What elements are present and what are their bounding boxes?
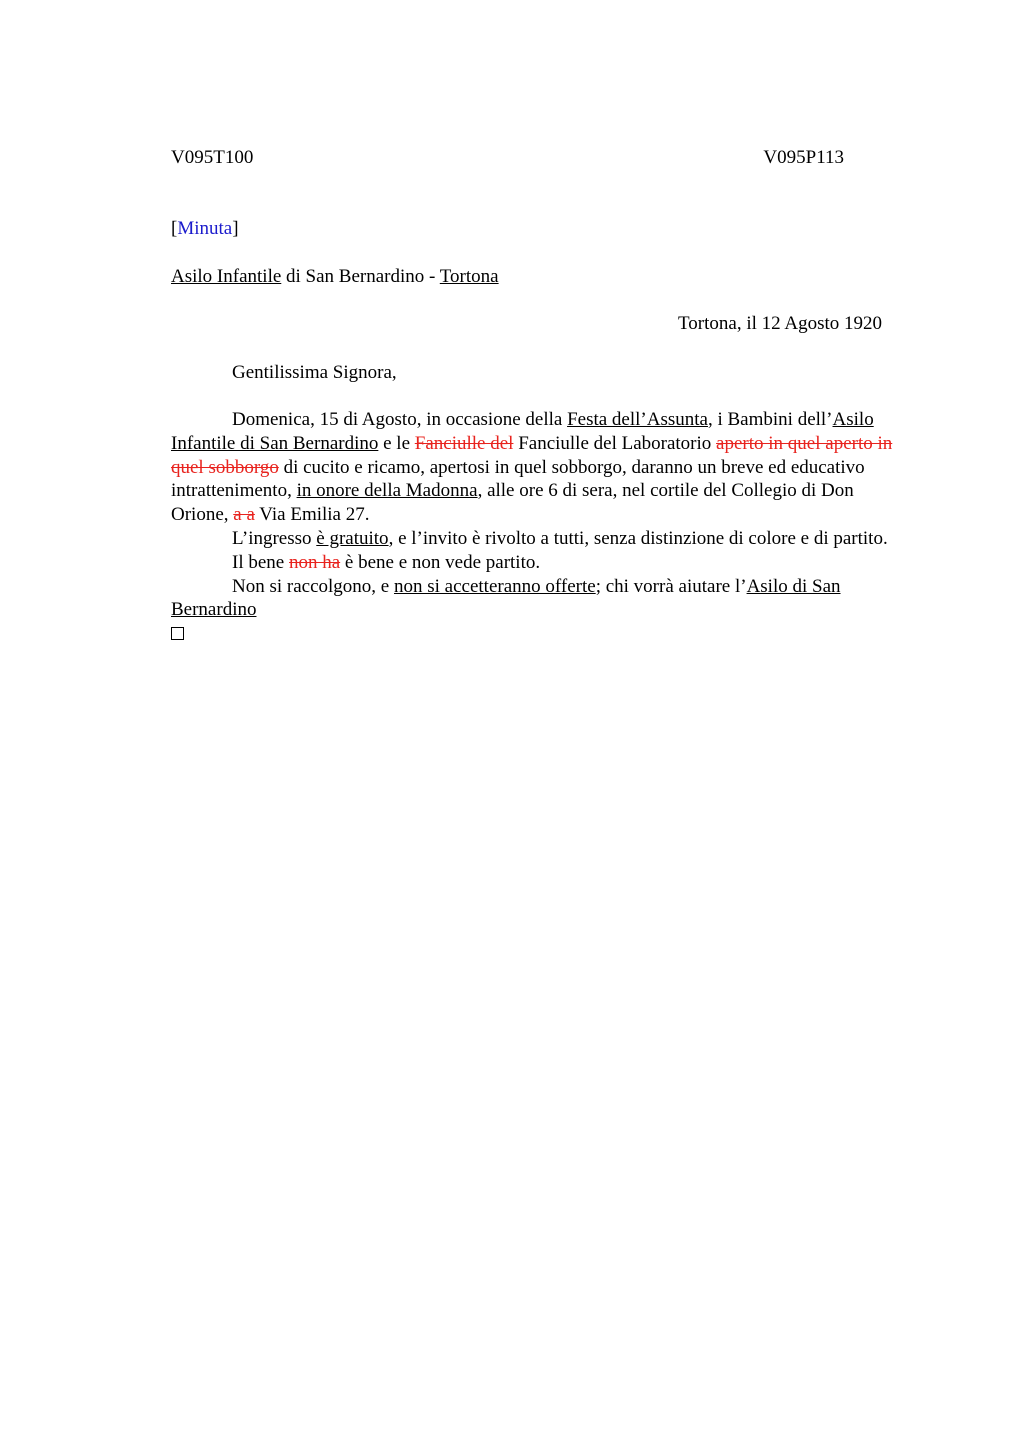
p2-text-1: L’ingresso [232, 527, 317, 549]
p3-text-1: Il bene [232, 551, 289, 573]
p4-text-1: Non si raccolgono, e [232, 575, 394, 597]
p1-text-6: , alle ore 6 di sera, nel cortile del Collegio di Don Orione, [171, 480, 854, 526]
letter-body [171, 408, 911, 640]
p1-text-1: Domenica, 15 di Agosto, in occasione della [232, 409, 568, 430]
p2-underlined-1: è gratuito [316, 527, 389, 549]
salutation: Gentilissima Signora, [232, 362, 397, 383]
p4-text-2: ; chi vorrà aiutare l’ [595, 575, 747, 597]
p3-deleted-1: non ha [288, 551, 341, 573]
paragraph-3 [171, 551, 911, 575]
code-right: V095P113 [763, 147, 844, 168]
p1-text-5: di cucito e ricamo, apertosi in quel sobborgo, daranno un breve ed educativo intrattenimento, [171, 456, 865, 502]
p1-underlined-3: in onore della Madonna [296, 480, 478, 502]
p1-deleted-2: aperto in quel aperto in quel sobborgo [171, 432, 893, 478]
p1-underlined-2: Asilo Infantile di San Bernardino [171, 409, 874, 454]
code-left: V095T100 [171, 147, 254, 168]
p4-underlined-1: non si accetteranno offerte [393, 575, 596, 597]
minuta-label [171, 218, 239, 240]
heading-underlined-2: Tortona [439, 266, 499, 287]
p1-text-3: e le [378, 432, 415, 454]
p1-text-7: Via Emilia 27. [254, 504, 370, 526]
letter-heading [171, 266, 499, 288]
end-square-icon [171, 627, 184, 640]
p1-text-2: , i Bambini dell’ [707, 409, 833, 430]
p1-deleted-1: Fanciulle del [414, 432, 514, 454]
minuta-text: Minuta [177, 218, 233, 239]
heading-text: di San Bernardino - [281, 266, 440, 287]
p3-text-2: è bene e non vede partito. [340, 551, 541, 573]
heading-underlined-1: Asilo Infantile [171, 266, 282, 287]
p4-underlined-2: Asilo di San Bernardino [171, 575, 841, 621]
paragraph-2 [171, 527, 911, 551]
p2-text-2: , e l’invito è rivolto a tutti, senza distinzione di colore e di partito. [388, 527, 888, 549]
p1-text-4: Fanciulle del Laboratorio [513, 432, 717, 454]
p1-underlined-1: Festa dell’Assunta [567, 409, 708, 430]
bracket-close: ] [232, 218, 239, 239]
paragraph-1 [171, 408, 911, 527]
bracket-open: [ [171, 218, 178, 239]
paragraph-4 [171, 575, 911, 623]
p1-deleted-3: a a [233, 504, 255, 526]
letter-date: Tortona, il 12 Agosto 1920 [678, 313, 882, 334]
